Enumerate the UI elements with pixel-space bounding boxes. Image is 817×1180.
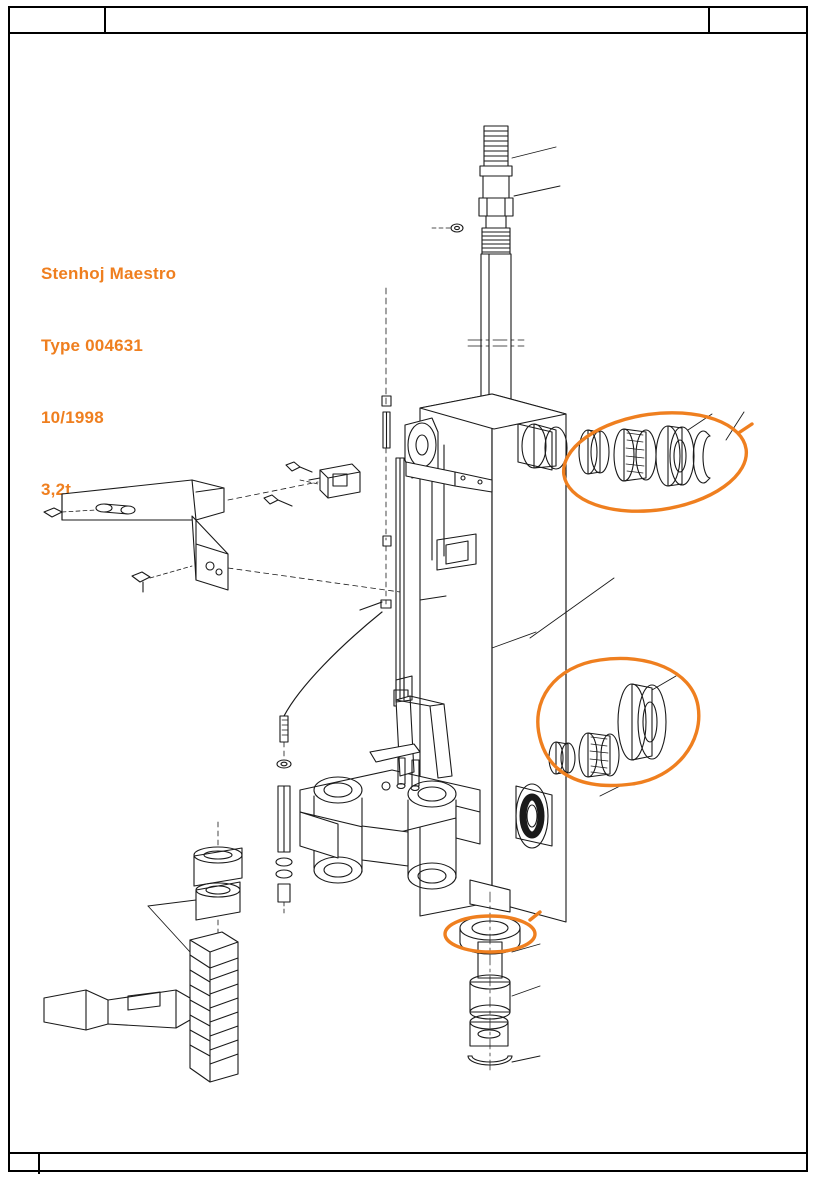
cable-and-small-parts (276, 612, 382, 914)
annotation-line-type: Type 004631 (41, 336, 144, 355)
annotation-line-capacity: 3,2t (41, 480, 72, 499)
lock-bar (394, 458, 408, 706)
leader-lines-top (512, 147, 560, 196)
latch-block (264, 462, 360, 506)
annotation-line-date: 10/1998 (41, 408, 104, 427)
mounting-bracket (44, 480, 400, 610)
safety-rod (381, 288, 391, 608)
spindle-shaft (468, 126, 524, 412)
annotation-line-machine: Stenhoj Maestro (41, 264, 177, 283)
highlight-upper-bearing-group (557, 402, 753, 523)
highlight-tail-upper (740, 424, 752, 432)
bracket-bolt-bottom (132, 566, 192, 592)
latch-bolts (264, 462, 312, 506)
spindle-nut (432, 224, 463, 232)
release-lever-assembly (44, 906, 238, 1082)
left-bushings (148, 822, 242, 938)
lower-bearing-set (549, 676, 676, 796)
